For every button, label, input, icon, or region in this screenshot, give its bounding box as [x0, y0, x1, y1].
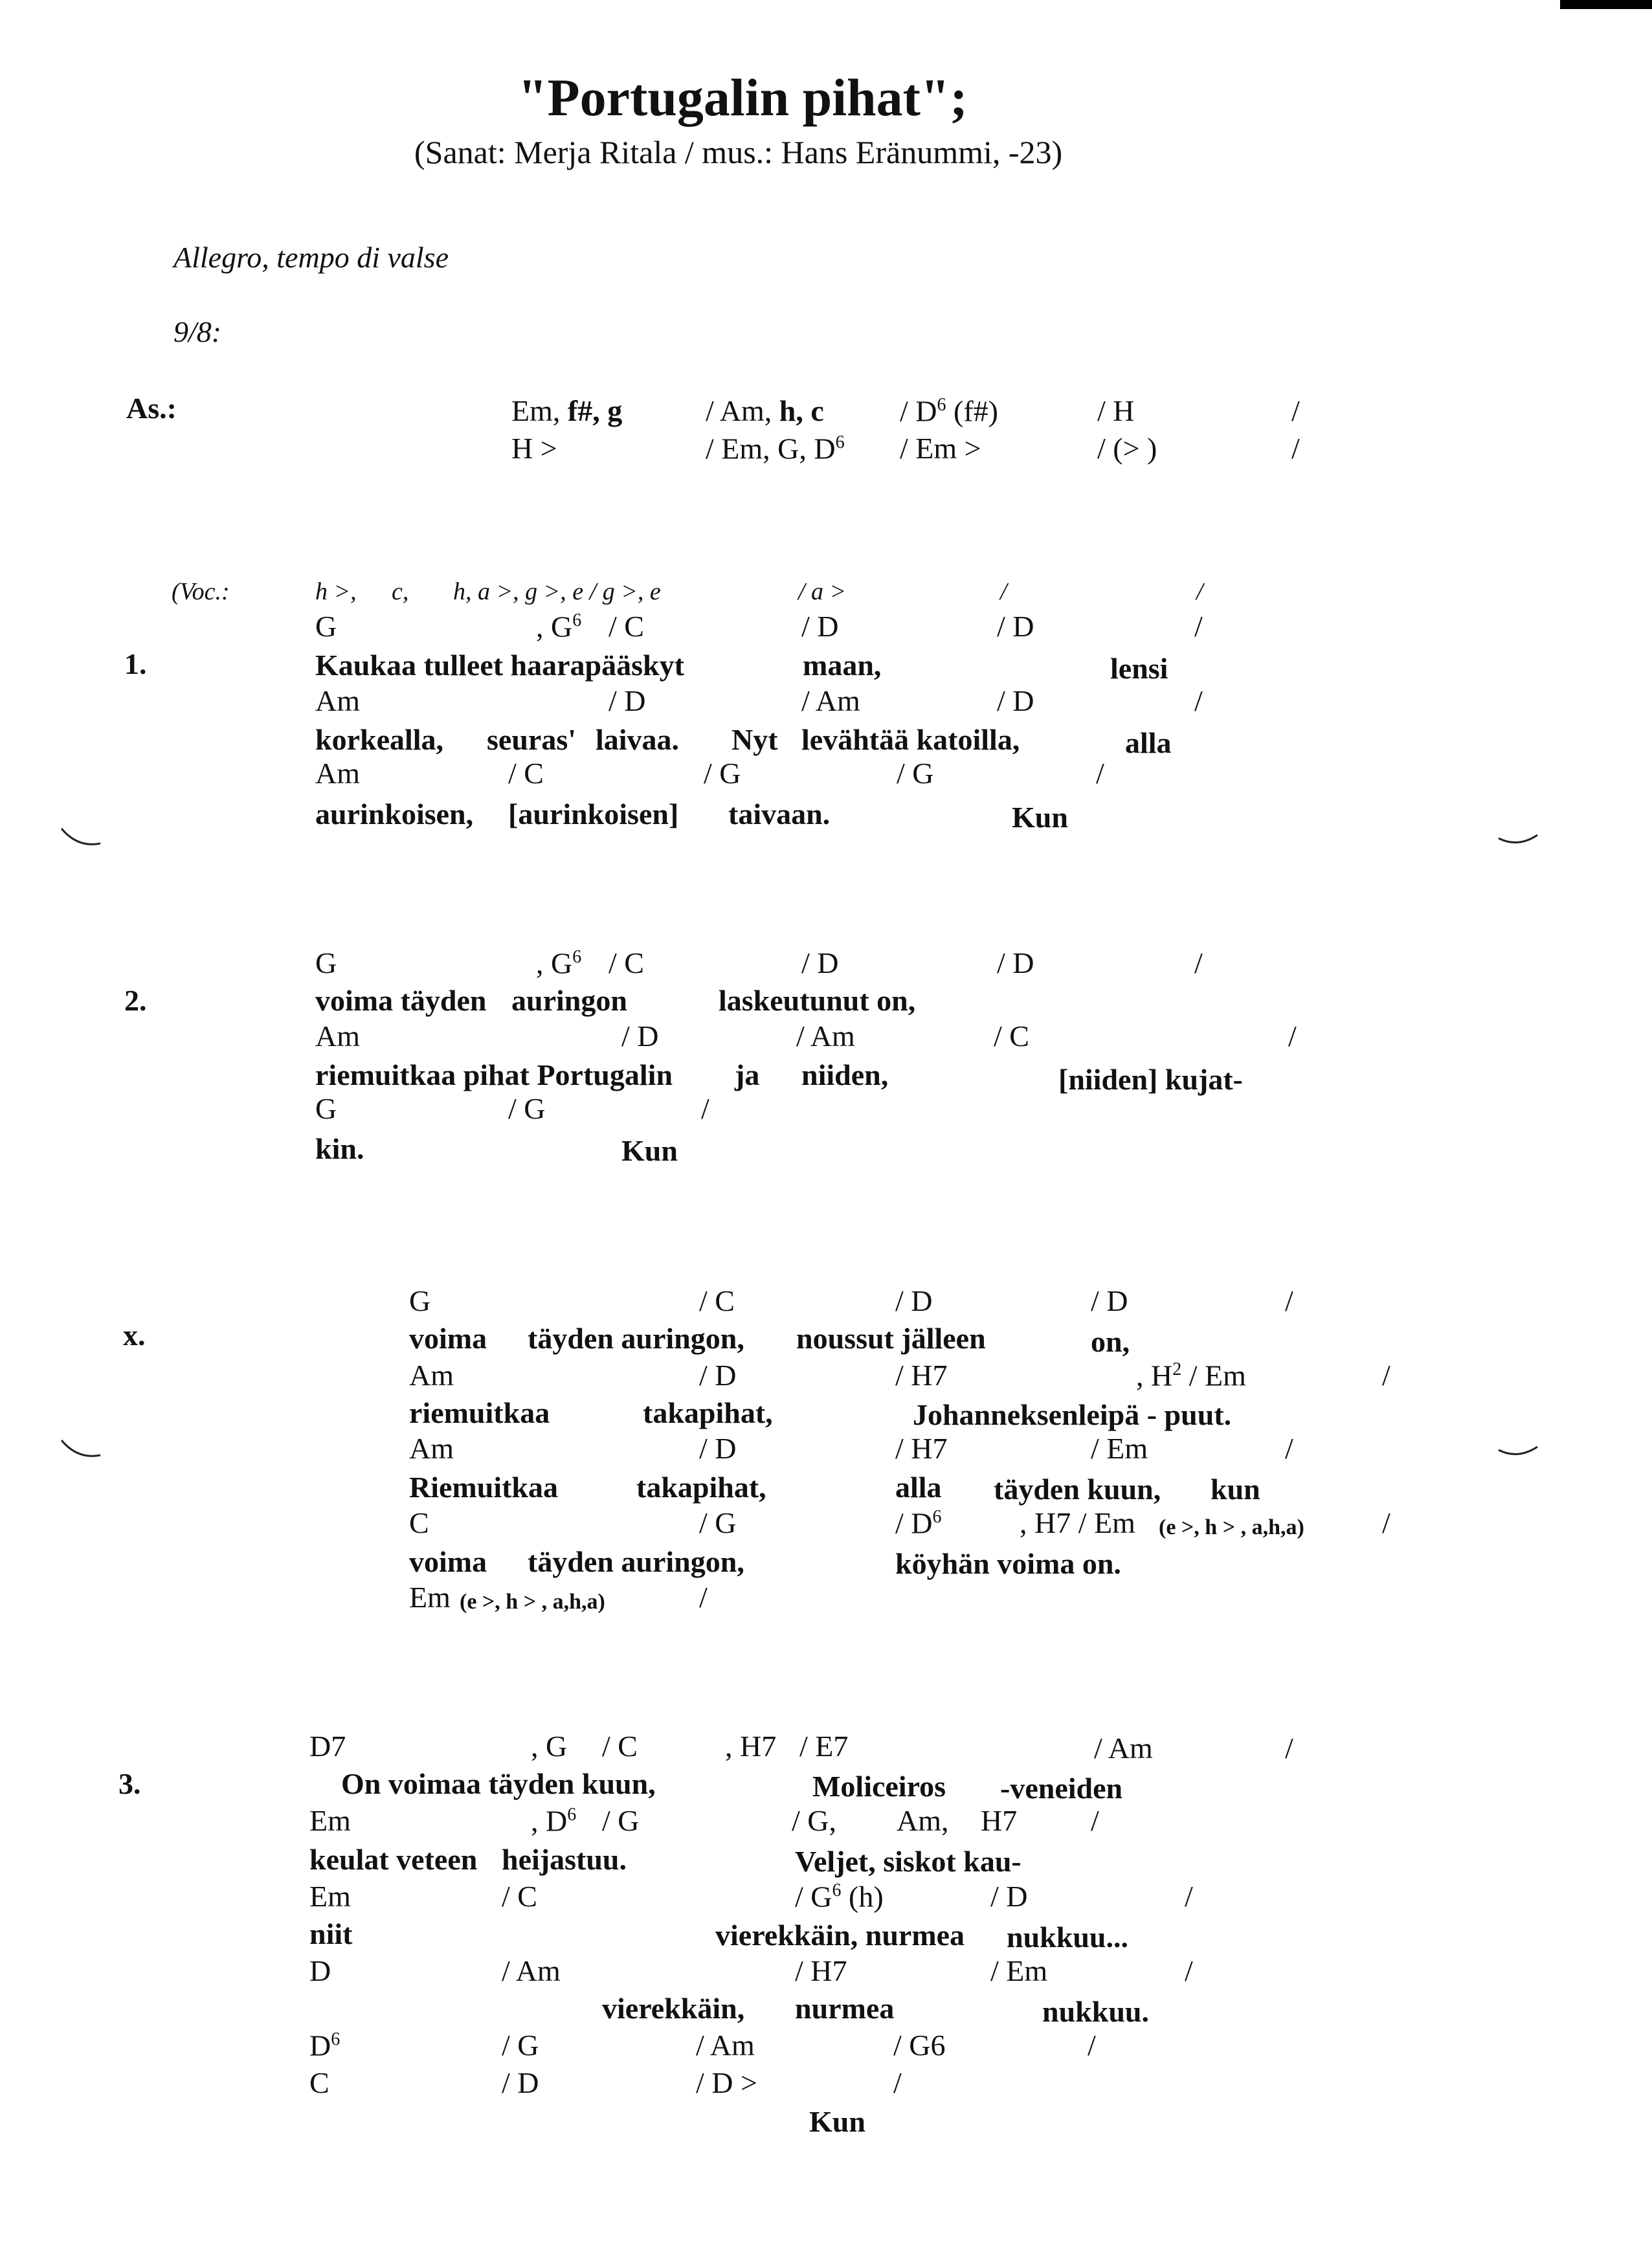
chord: / Am, h, c	[706, 394, 824, 427]
chord: G	[409, 1284, 431, 1317]
melody-note: / a >	[798, 578, 847, 605]
chord: Em, f#, g	[511, 394, 623, 427]
chord: / D	[997, 610, 1034, 643]
chord: $D^6$	[309, 2029, 340, 2062]
chord: , $G^6$	[536, 946, 582, 980]
chord: / C	[508, 757, 544, 790]
chord: / D	[895, 1284, 933, 1317]
chord: / Em >	[900, 432, 981, 465]
lyric: heijastuu.	[502, 1843, 627, 1876]
chord: / Am	[801, 684, 860, 717]
chord: / C	[699, 1284, 735, 1317]
bar-line: /	[701, 1092, 709, 1125]
bar-line: /	[1096, 757, 1104, 790]
chord: / G6	[893, 2029, 946, 2062]
chord: Em	[309, 1880, 351, 1913]
chord: Em	[409, 1581, 451, 1614]
chord: / C	[602, 1730, 638, 1763]
chord: / G	[508, 1092, 546, 1125]
lyric: täyden auringon,	[528, 1545, 744, 1578]
chord: / Am	[696, 2029, 755, 2062]
vocal-label: (Voc.:	[172, 578, 230, 605]
lyric: täyden kuun,	[994, 1473, 1161, 1506]
chord: H >	[511, 432, 557, 465]
bar-line: /	[1285, 1432, 1293, 1465]
lyric: Kaukaa tulleet haarapääskyt	[315, 649, 684, 682]
verse-number-2: 2.	[124, 984, 147, 1017]
margin-curl-mark	[1495, 1437, 1541, 1463]
lyric: Kun	[809, 2105, 865, 2138]
chord: / H	[1097, 394, 1135, 427]
lyric: alla	[1125, 726, 1172, 759]
margin-curl-mark	[1495, 825, 1541, 851]
chord: / G	[897, 757, 934, 790]
time-signature: 9/8:	[173, 315, 222, 348]
tempo-marking: Allegro, tempo di valse	[173, 241, 449, 274]
chord: / D	[801, 946, 839, 979]
melody-note: h, a >, g >, e / g >, e	[453, 578, 661, 605]
bar-line: /	[1285, 1284, 1293, 1317]
chord: / (> )	[1097, 432, 1157, 465]
bar-line: /	[1382, 1359, 1390, 1392]
lyric: seuras'	[487, 723, 576, 756]
chord: Am	[409, 1432, 454, 1465]
chord: / E7	[799, 1730, 849, 1763]
lyric: ja	[735, 1058, 760, 1091]
chord: Am	[315, 1020, 360, 1053]
bar-line: /	[1091, 1804, 1099, 1837]
verse-number-3: 3.	[118, 1767, 141, 1800]
page-subtitle: (Sanat: Merja Ritala / mus.: Hans Eränummi, -23)	[414, 134, 1063, 170]
chord: / C	[994, 1020, 1029, 1053]
lyric: niit	[309, 1917, 353, 1950]
chord: / G,	[792, 1804, 836, 1837]
chord: Em	[309, 1804, 351, 1837]
chord: / C	[608, 946, 644, 979]
melody-hint: (e >, h > , a,h,a)	[460, 1590, 605, 1614]
chord: G	[315, 1092, 337, 1125]
chorus-label: x.	[123, 1319, 146, 1352]
lyric: Riemuitkaa	[409, 1471, 558, 1504]
chord: H7	[981, 1804, 1018, 1837]
chord: / Em, G, $D^6$	[706, 432, 845, 465]
chord: C	[309, 2066, 329, 2099]
chord: / C	[608, 610, 644, 643]
chord: D7	[309, 1730, 346, 1763]
lyric: keulat veteen	[309, 1843, 478, 1876]
chord: , H7	[725, 1730, 777, 1763]
chord: / C	[502, 1880, 537, 1913]
chord: / D	[801, 610, 839, 643]
chord: / H7	[895, 1432, 948, 1465]
lyric: köyhän voima on.	[895, 1547, 1121, 1580]
intro-label: As.:	[126, 392, 177, 425]
chord: / H7	[895, 1359, 948, 1392]
lyric: nukkuu.	[1042, 1995, 1149, 2028]
bar-line: /	[1285, 1732, 1293, 1765]
chord: D	[309, 1954, 331, 1987]
chord: / D	[608, 684, 646, 717]
lyric: Kun	[621, 1134, 678, 1167]
lyric: vierekkäin,	[602, 1992, 745, 2025]
chord: / Am	[796, 1020, 855, 1053]
lyric: alla	[895, 1471, 942, 1504]
chord: Am	[409, 1359, 454, 1392]
lyric: lensi	[1110, 652, 1168, 685]
chord: / G	[699, 1506, 737, 1539]
chord: Am	[315, 757, 360, 790]
lyric: voima	[409, 1545, 487, 1578]
chord: / D	[502, 2066, 539, 2099]
chord: / Em	[1091, 1432, 1148, 1465]
lyric: maan,	[803, 649, 882, 682]
lyric: on,	[1091, 1325, 1130, 1358]
bar-line: /	[1291, 432, 1300, 465]
margin-curl-mark	[58, 825, 104, 851]
chord: / $G^6$ (h)	[795, 1880, 884, 1913]
chord: / D	[699, 1432, 737, 1465]
lyric: noussut jälleen	[796, 1322, 986, 1355]
bar-line: /	[1288, 1020, 1297, 1053]
lyric: levähtää katoilla,	[801, 723, 1020, 756]
chord: Am	[315, 684, 360, 717]
chord: / D >	[696, 2066, 757, 2099]
verse-number-1: 1.	[124, 647, 147, 680]
lyric: kun	[1211, 1473, 1260, 1506]
lyric: laivaa.	[596, 723, 680, 756]
bar-line: /	[1000, 578, 1007, 605]
lyric: On voimaa täyden kuun,	[341, 1767, 656, 1800]
chord: / D	[990, 1880, 1028, 1913]
chord: / $D^6$	[895, 1506, 942, 1540]
lyric: laskeutunut on,	[719, 984, 916, 1017]
melody-hint: (e >, h > , a,h,a)	[1159, 1515, 1304, 1539]
lyric: auringon	[511, 984, 627, 1017]
lyric: voima	[409, 1322, 487, 1355]
chord: / G	[704, 757, 741, 790]
bar-line: /	[1185, 1954, 1193, 1987]
bar-line: /	[1194, 946, 1203, 979]
lyric: kin.	[315, 1132, 364, 1165]
bar-line: /	[1088, 2029, 1096, 2062]
chord: / G	[502, 2029, 539, 2062]
lyric: vierekkäin, nurmea	[715, 1919, 965, 1952]
bar-line: /	[699, 1581, 708, 1614]
bar-line: /	[1291, 394, 1300, 427]
chord: G	[315, 610, 337, 643]
chord: , $G^6$	[536, 610, 582, 643]
lyric: riemuitkaa	[409, 1396, 550, 1429]
lyric: riemuitkaa pihat Portugalin	[315, 1058, 673, 1091]
bar-line: /	[1185, 1880, 1193, 1913]
lyric: Johanneksenleipä - puut.	[913, 1398, 1232, 1431]
lyric: Moliceiros	[812, 1770, 946, 1803]
chord: / Am	[502, 1954, 561, 1987]
chord: / $D^6$ (f#)	[900, 394, 998, 428]
chord: , G	[531, 1730, 568, 1763]
melody-note: h >,	[315, 578, 357, 605]
chord: / D	[997, 946, 1034, 979]
lyric: taivaan.	[728, 797, 831, 831]
chord: / D	[997, 684, 1034, 717]
lyric: nukkuu...	[1007, 1921, 1128, 1954]
lyric: Veljet, siskot kau-	[795, 1845, 1021, 1878]
bar-line: /	[1196, 578, 1203, 605]
lyric: niiden,	[801, 1058, 889, 1091]
chord: Am,	[897, 1804, 949, 1837]
chord: , H7 / Em	[1020, 1506, 1135, 1539]
bar-line: /	[1382, 1506, 1390, 1539]
page-title: "Portugalin pihat";	[518, 68, 968, 127]
chord: / D	[699, 1359, 737, 1392]
chord: / G	[602, 1804, 640, 1837]
chord: , $D^6$	[531, 1804, 577, 1838]
lyric: korkealla,	[315, 723, 444, 756]
chord: G	[315, 946, 337, 979]
lyric: [niiden] kujat-	[1058, 1063, 1243, 1096]
bar-line: /	[1194, 610, 1203, 643]
lyric: täyden auringon,	[528, 1322, 744, 1355]
chord: / D	[1091, 1284, 1128, 1317]
melody-note: c,	[392, 578, 409, 605]
lyric: takapihat,	[643, 1396, 773, 1429]
lyric: voima täyden	[315, 984, 487, 1017]
lyric: takapihat,	[636, 1471, 766, 1504]
chord: / H7	[795, 1954, 847, 1987]
chord: , $H^2$ / Em	[1136, 1359, 1246, 1392]
margin-curl-mark	[58, 1437, 104, 1463]
lyric: nurmea	[795, 1992, 895, 2025]
lyric: -veneiden	[1000, 1772, 1123, 1805]
lyric: Kun	[1012, 801, 1068, 834]
chord: / Em	[990, 1954, 1048, 1987]
lyric: [aurinkoisen]	[508, 797, 679, 831]
chord: / D	[621, 1020, 659, 1053]
bar-line: /	[1194, 684, 1203, 717]
chord: C	[409, 1506, 429, 1539]
lyric: Nyt	[731, 723, 778, 756]
scan-edge-mark	[1560, 0, 1652, 9]
lyric: aurinkoisen,	[315, 797, 474, 831]
chord: / Am	[1094, 1732, 1153, 1765]
bar-line: /	[893, 2066, 902, 2099]
